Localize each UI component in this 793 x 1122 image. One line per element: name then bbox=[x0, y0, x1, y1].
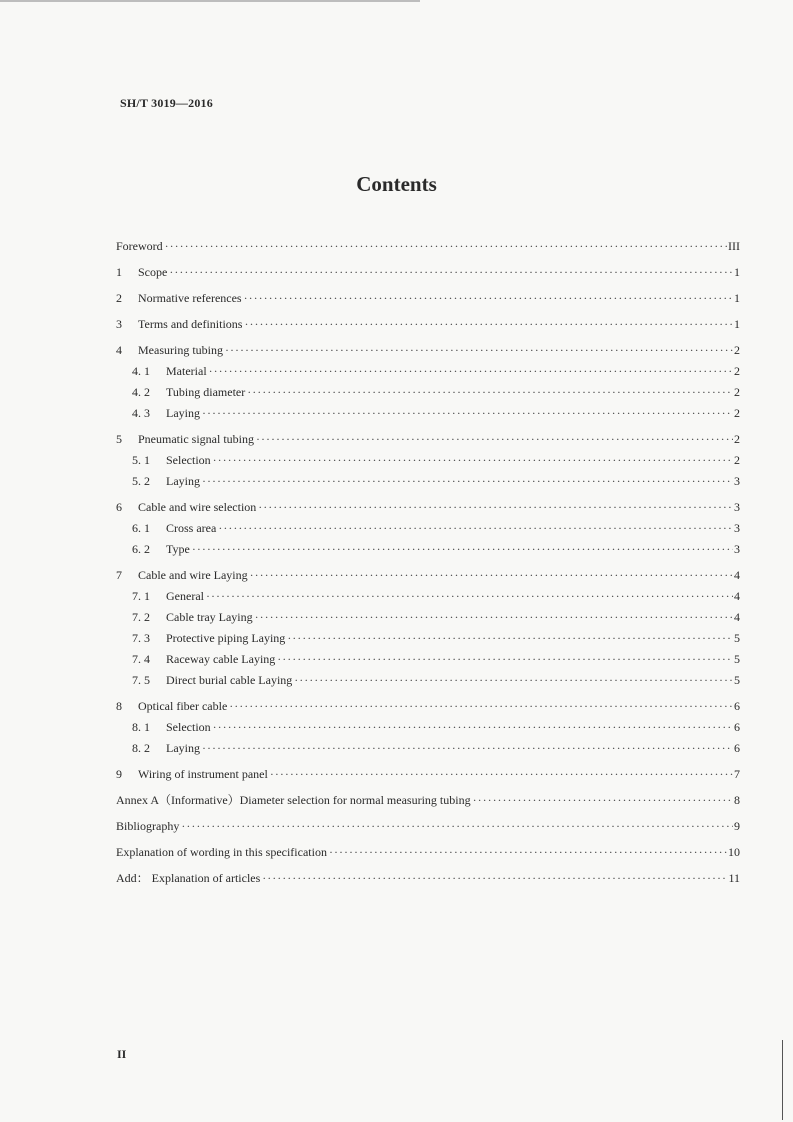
toc-entry-label: Add： Explanation of articles bbox=[116, 871, 261, 885]
dot-leader bbox=[255, 607, 733, 628]
dot-leader bbox=[202, 471, 733, 492]
toc-entry-page: 4 bbox=[734, 568, 740, 582]
toc-entry-page: III bbox=[728, 239, 740, 253]
toc-entry-number: 9 bbox=[116, 767, 122, 781]
dot-leader bbox=[202, 738, 733, 759]
toc-entry[interactable] bbox=[116, 340, 740, 361]
toc-entry[interactable] bbox=[116, 262, 740, 283]
dot-leader bbox=[244, 314, 733, 335]
toc-entry[interactable] bbox=[116, 429, 740, 450]
toc-entry-label: Normative references bbox=[138, 291, 242, 305]
toc-entry-label: Foreword bbox=[116, 239, 163, 253]
toc-entry-label: Measuring tubing bbox=[138, 343, 223, 357]
dot-leader bbox=[262, 868, 727, 889]
toc-entry-page: 3 bbox=[734, 521, 740, 535]
toc-entry-number: 7. 4 bbox=[132, 652, 150, 666]
dot-leader bbox=[277, 649, 733, 670]
toc-entry-label: Explanation of wording in this specification bbox=[116, 845, 327, 859]
toc-entry-label: Cable tray Laying bbox=[166, 610, 253, 624]
dot-leader bbox=[329, 842, 727, 863]
toc-entry[interactable] bbox=[116, 842, 740, 863]
top-rule bbox=[0, 0, 420, 2]
page-number: II bbox=[117, 1047, 127, 1061]
toc-entry[interactable] bbox=[116, 696, 740, 717]
toc-entry-label: Tubing diameter bbox=[166, 385, 246, 399]
toc-entry-number: 8 bbox=[116, 699, 122, 713]
toc-entry-number: 2 bbox=[116, 291, 122, 305]
toc-entry-number: 7. 5 bbox=[132, 673, 150, 687]
toc-entry-number: 8. 2 bbox=[132, 741, 150, 755]
dot-leader bbox=[473, 790, 733, 811]
toc-entry-label: Laying bbox=[166, 741, 200, 755]
toc-entry[interactable] bbox=[116, 764, 740, 785]
toc-entry-page: 5 bbox=[734, 673, 740, 687]
toc-entry-page: 10 bbox=[728, 845, 740, 859]
toc-entry-page: 4 bbox=[734, 589, 740, 603]
toc-entry-label: Raceway cable Laying bbox=[166, 652, 276, 666]
toc-entry-page: 2 bbox=[734, 343, 740, 357]
toc-entry-label: Selection bbox=[166, 453, 211, 467]
toc-entry[interactable] bbox=[116, 497, 740, 518]
toc-entry-page: 4 bbox=[734, 610, 740, 624]
toc-entry-page: 3 bbox=[734, 500, 740, 514]
toc-entry-label: Scope bbox=[138, 265, 168, 279]
toc-entry-page: 2 bbox=[734, 406, 740, 420]
page-title: Contents bbox=[356, 172, 437, 196]
dot-leader bbox=[202, 403, 733, 424]
dot-leader bbox=[192, 539, 733, 560]
dot-leader bbox=[250, 565, 733, 586]
toc-entry-page: 8 bbox=[734, 793, 740, 807]
toc-entry-label: Laying bbox=[166, 406, 200, 420]
toc-entry-number: 7. 3 bbox=[132, 631, 150, 645]
toc-entry-label: Terms and definitions bbox=[138, 317, 243, 331]
toc-entry[interactable] bbox=[116, 738, 740, 759]
toc-entry-label: Pneumatic signal tubing bbox=[138, 432, 254, 446]
toc-entry[interactable] bbox=[116, 382, 740, 403]
toc-entry-page: 1 bbox=[734, 291, 740, 305]
dot-leader bbox=[206, 586, 733, 607]
dot-leader bbox=[229, 696, 733, 717]
toc-entry-number: 4. 1 bbox=[132, 364, 150, 378]
toc-entry[interactable] bbox=[116, 539, 740, 560]
toc-entry-number: 4. 2 bbox=[132, 385, 150, 399]
toc-entry[interactable] bbox=[116, 607, 740, 628]
toc-entry[interactable] bbox=[116, 314, 740, 335]
toc-entry-label: Optical fiber cable bbox=[138, 699, 228, 713]
dot-leader bbox=[287, 628, 733, 649]
toc-entry-label: Cable and wire Laying bbox=[138, 568, 248, 582]
toc-entry-number: 7. 2 bbox=[132, 610, 150, 624]
toc-entry-number: 6. 1 bbox=[132, 521, 150, 535]
dot-leader bbox=[225, 340, 733, 361]
toc-entry-label: Material bbox=[166, 364, 207, 378]
document-code: SH/T 3019—2016 bbox=[120, 96, 213, 110]
toc-entry-number: 5 bbox=[116, 432, 122, 446]
dot-leader bbox=[244, 288, 733, 309]
toc-entry-number: 5. 2 bbox=[132, 474, 150, 488]
toc-entry-page: 6 bbox=[734, 741, 740, 755]
toc-entry[interactable] bbox=[116, 868, 740, 889]
right-edge-rule bbox=[782, 1040, 783, 1120]
toc-entry-number: 4 bbox=[116, 343, 122, 357]
toc-entry[interactable] bbox=[116, 628, 740, 649]
toc-entry[interactable] bbox=[116, 649, 740, 670]
dot-leader bbox=[209, 361, 733, 382]
dot-leader bbox=[294, 670, 733, 691]
dot-leader bbox=[169, 262, 733, 283]
toc-entry-label: General bbox=[166, 589, 204, 603]
toc-entry[interactable] bbox=[116, 518, 740, 539]
toc-entry-page: 3 bbox=[734, 542, 740, 556]
toc-entry-label: Annex A（Informative）Diameter selection for normal measuring tubing bbox=[116, 793, 471, 807]
toc-entry[interactable] bbox=[116, 471, 740, 492]
toc-entry[interactable] bbox=[116, 288, 740, 309]
toc-entry-label: Type bbox=[166, 542, 190, 556]
toc-entry-page: 1 bbox=[734, 317, 740, 331]
toc-entry-page: 5 bbox=[734, 652, 740, 666]
dot-leader bbox=[165, 236, 727, 257]
toc-entry-page: 6 bbox=[734, 699, 740, 713]
toc-entry-number: 4. 3 bbox=[132, 406, 150, 420]
toc-entry-page: 3 bbox=[734, 474, 740, 488]
toc-entry-number: 7. 1 bbox=[132, 589, 150, 603]
toc-entry-label: Laying bbox=[166, 474, 200, 488]
toc-entry-number: 1 bbox=[116, 265, 122, 279]
toc-entry-label: Cross area bbox=[166, 521, 217, 535]
toc-entry[interactable] bbox=[116, 450, 740, 471]
toc-entry-page: 2 bbox=[734, 453, 740, 467]
toc-entry-page: 6 bbox=[734, 720, 740, 734]
toc-entry-label: Cable and wire selection bbox=[138, 500, 257, 514]
dot-leader bbox=[247, 382, 733, 403]
toc-entry-number: 6 bbox=[116, 500, 122, 514]
dot-leader bbox=[213, 717, 733, 738]
table-of-contents bbox=[116, 236, 740, 889]
toc-entry-page: 9 bbox=[734, 819, 740, 833]
toc-entry-label: Wiring of instrument panel bbox=[138, 767, 268, 781]
toc-entry[interactable] bbox=[116, 403, 740, 424]
toc-entry-number: 7 bbox=[116, 568, 122, 582]
dot-leader bbox=[213, 450, 733, 471]
dot-leader bbox=[258, 497, 733, 518]
toc-entry-label: Bibliography bbox=[116, 819, 180, 833]
toc-entry[interactable] bbox=[116, 816, 740, 837]
toc-entry-page: 5 bbox=[734, 631, 740, 645]
toc-entry-label: Selection bbox=[166, 720, 211, 734]
toc-entry-label: Protective piping Laying bbox=[166, 631, 286, 645]
toc-entry[interactable] bbox=[116, 236, 740, 257]
dot-leader bbox=[218, 518, 733, 539]
toc-entry[interactable] bbox=[116, 790, 740, 811]
toc-entry[interactable] bbox=[116, 670, 740, 691]
toc-entry[interactable] bbox=[116, 586, 740, 607]
toc-entry-number: 3 bbox=[116, 317, 122, 331]
dot-leader bbox=[256, 429, 733, 450]
dot-leader bbox=[270, 764, 733, 785]
toc-entry-page: 2 bbox=[734, 385, 740, 399]
dot-leader bbox=[181, 816, 733, 837]
toc-entry[interactable] bbox=[116, 361, 740, 382]
toc-entry-page: 2 bbox=[734, 432, 740, 446]
toc-entry[interactable] bbox=[116, 717, 740, 738]
toc-entry-page: 11 bbox=[728, 871, 740, 885]
toc-entry-number: 6. 2 bbox=[132, 542, 150, 556]
toc-entry-page: 7 bbox=[734, 767, 740, 781]
toc-entry-page: 1 bbox=[734, 265, 740, 279]
toc-entry-number: 5. 1 bbox=[132, 453, 150, 467]
toc-entry-page: 2 bbox=[734, 364, 740, 378]
toc-entry-number: 8. 1 bbox=[132, 720, 150, 734]
toc-entry-label: Direct burial cable Laying bbox=[166, 673, 293, 687]
toc-entry[interactable] bbox=[116, 565, 740, 586]
